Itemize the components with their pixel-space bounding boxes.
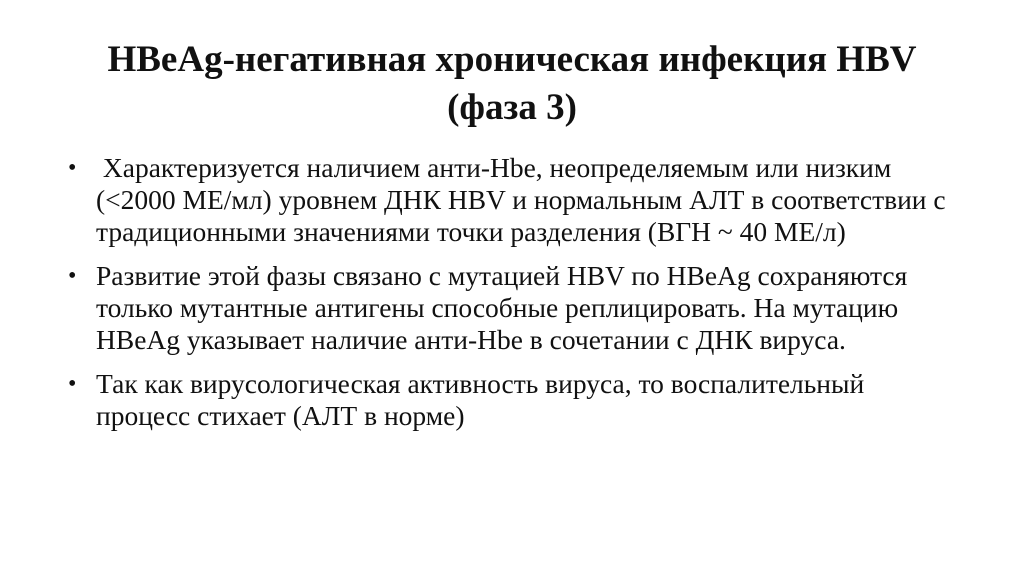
bullet-text-2: Развитие этой фазы связано с мутацией HBV по HBeAg сохраняются только мутантные антигены способные реплицировать. На мутацию HBeAg указывает наличие анти-Hbe в сочетании с ДНК вируса. [96,260,908,355]
bullet-text-3: Так как вирусологическая активность вируса, то воспалительный процесс стихает (АЛТ в норме) [96,368,865,431]
bullet-text-1: Характеризуется наличием анти-Hbe, неопределяемым или низким (<2000 МЕ/мл) уровнем ДНК HBV и нормальным АЛТ в соответствии с традиционными значениями точки разделения (ВГН ~ 40 МЕ/л) [96,152,953,247]
slide-title: HBeAg-негативная хроническая инфекция HBV (фаза 3) [107,39,917,128]
bullet-item-2 [60,260,960,356]
bullet-icon: • [68,263,77,289]
bullet-item-3 [60,368,960,432]
bullet-list [60,152,960,444]
bullet-icon: • [68,371,77,397]
bullet-icon: • [68,155,77,181]
bullet-item-1 [60,152,960,248]
